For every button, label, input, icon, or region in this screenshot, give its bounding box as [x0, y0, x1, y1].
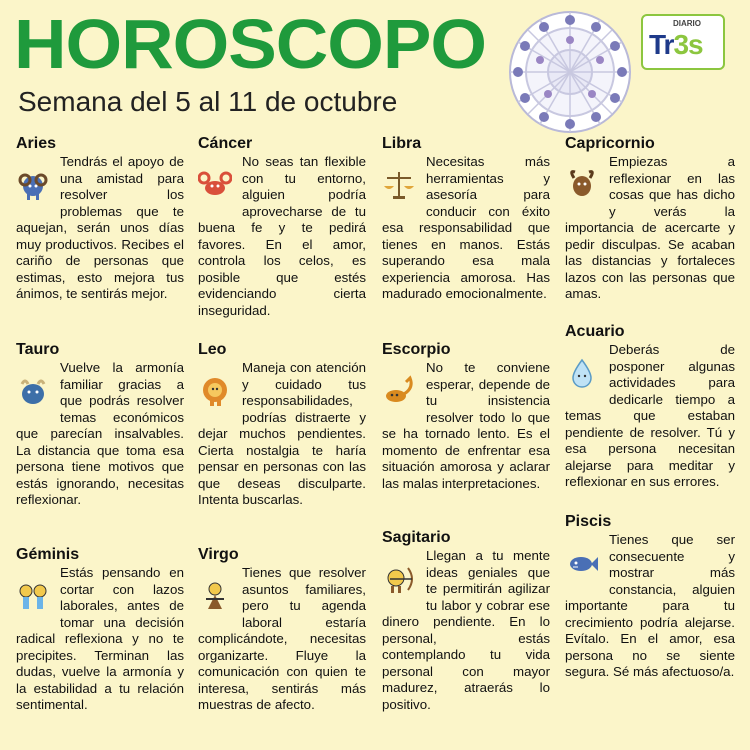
sign-cancer — [198, 134, 366, 319]
sign-aries — [16, 134, 184, 303]
twins-icon — [16, 579, 54, 623]
sign-title: Tauro — [16, 341, 60, 358]
sign-geminis — [16, 545, 184, 714]
sign-text: Necesitas más herramientas y asesoría para conducir con éxito esa responsabilidad que tienes en manos. Estás superando esa mala experiencia amorosa. Has madurado emocionalmente. — [382, 154, 550, 301]
zodiac-wheel-icon — [508, 10, 632, 134]
crab-icon — [198, 168, 236, 212]
sign-title: Cáncer — [198, 135, 253, 152]
maiden-icon — [198, 579, 236, 623]
sign-virgo — [198, 545, 366, 714]
sign-title: Aries — [16, 135, 57, 152]
page-subtitle: Semana del 5 al 11 de octubre — [18, 86, 398, 117]
logo-main-text — [649, 28, 703, 62]
goat-icon — [565, 168, 603, 212]
logo-prefix: Tr — [649, 29, 674, 60]
sign-title: Acuario — [565, 323, 625, 340]
sign-sagitario — [382, 528, 550, 713]
sign-title: Capricornio — [565, 135, 655, 152]
sign-capricornio — [565, 134, 735, 303]
ram-icon — [16, 168, 54, 212]
sign-title: Escorpio — [382, 341, 451, 358]
sign-piscis — [565, 512, 735, 681]
sign-title: Piscis — [565, 513, 612, 530]
sign-text: Vuelve la armonía familiar gracias a que podrás resolver temas económicos que parecían insalvables. La distancia que toma esa persona tiene motivos que estás ignorando, necesitas reflexionar. — [16, 360, 184, 507]
sign-text: No te conviene esperar, depende de tu insistencia resolver todo lo que se ha tornado lento. Es el momento de enfrentar esa situación amorosa y aclarar las malas interpretaciones. — [382, 360, 550, 491]
logo-suffix: 3s — [673, 29, 703, 60]
page-title: HOROSCOPO — [14, 5, 486, 83]
sign-title: Libra — [382, 135, 422, 152]
sign-title: Virgo — [198, 546, 239, 563]
archer-icon — [382, 562, 420, 606]
bull-icon — [16, 374, 54, 418]
sign-text: Deberás de posponer algunas actividades para dedicarle tiempo a temas que estaban pendiente de resolver. Tú y esa persona necesitan alejarse para meditar y reflexionar en sus errores. — [565, 342, 735, 489]
sign-tauro — [16, 340, 184, 509]
sign-text: Llegan a tu mente ideas geniales que te permitirán agilizar tu labor y cobrar ese dinero pendiente. En lo personal, estás contemplando tu vida personal con mayor madurez, atraerás lo positivo. — [382, 548, 550, 712]
sign-text: Empiezas a reflexionar en las cosas que has dicho y verás la importancia de acercarte y pedir disculpas. Se acaban las distancias y fortaleces lazos con las personas que amas. — [565, 154, 735, 301]
sign-title: Leo — [198, 341, 227, 358]
sign-leo — [198, 340, 366, 509]
sign-text: No seas tan flexible con tu entorno, alguien podría aprovecharse de tu buena fe y te pedirá favores. En el amor, controla los celos, es posible que estés evidenciando cierta inseguridad. — [198, 154, 366, 318]
sign-text: Tienes que ser consecuente y mostrar más constancia, alguien importante para tu crecimiento podría alejarse. Evítalo. En el amor, esa persona no se siente segura. Sé más afectuoso/a. — [565, 532, 735, 679]
lion-icon — [198, 374, 236, 418]
diario-tres-logo — [641, 14, 725, 70]
sign-libra — [382, 134, 550, 303]
sign-text: Maneja con atención y cuidado tus responsabilidades, podrías distraerte y dejar muchos pendientes. Cierta nostalgia te haría pensar en personas con las que deseas disculparte. Intenta buscarlas. — [198, 360, 366, 507]
sign-text: Estás pensando en cortar con lazos laborales, antes de tomar una decisión radical reflexiona y no te precipites. Terminan las dudas, vuelve la armonía y la estabilidad a tu relación sentimental. — [16, 565, 184, 712]
scorpion-icon — [382, 374, 420, 418]
water-bearer-icon — [565, 356, 603, 400]
sign-escorpio — [382, 340, 550, 492]
sign-title: Géminis — [16, 546, 80, 563]
sign-text: Tendrás el apoyo de una amistad para resolver los problemas que te aquejan, serán unos días muy productivos. Recibes el cariño de personas que estimas, esto mejora tus ánimos, te sentirás mejor. — [16, 154, 184, 301]
sign-text: Tienes que resolver asuntos familiares, pero tu agenda laboral estaría complicándote, necesitas organizarte. Fluye la comunicación con quien te interesa, sentirás más muestras de afecto. — [198, 565, 366, 712]
logo-small-text: DIARIO — [673, 19, 701, 28]
fish-icon — [565, 546, 603, 590]
scales-icon — [382, 168, 420, 212]
sign-title: Sagitario — [382, 529, 451, 546]
sign-acuario — [565, 322, 735, 491]
